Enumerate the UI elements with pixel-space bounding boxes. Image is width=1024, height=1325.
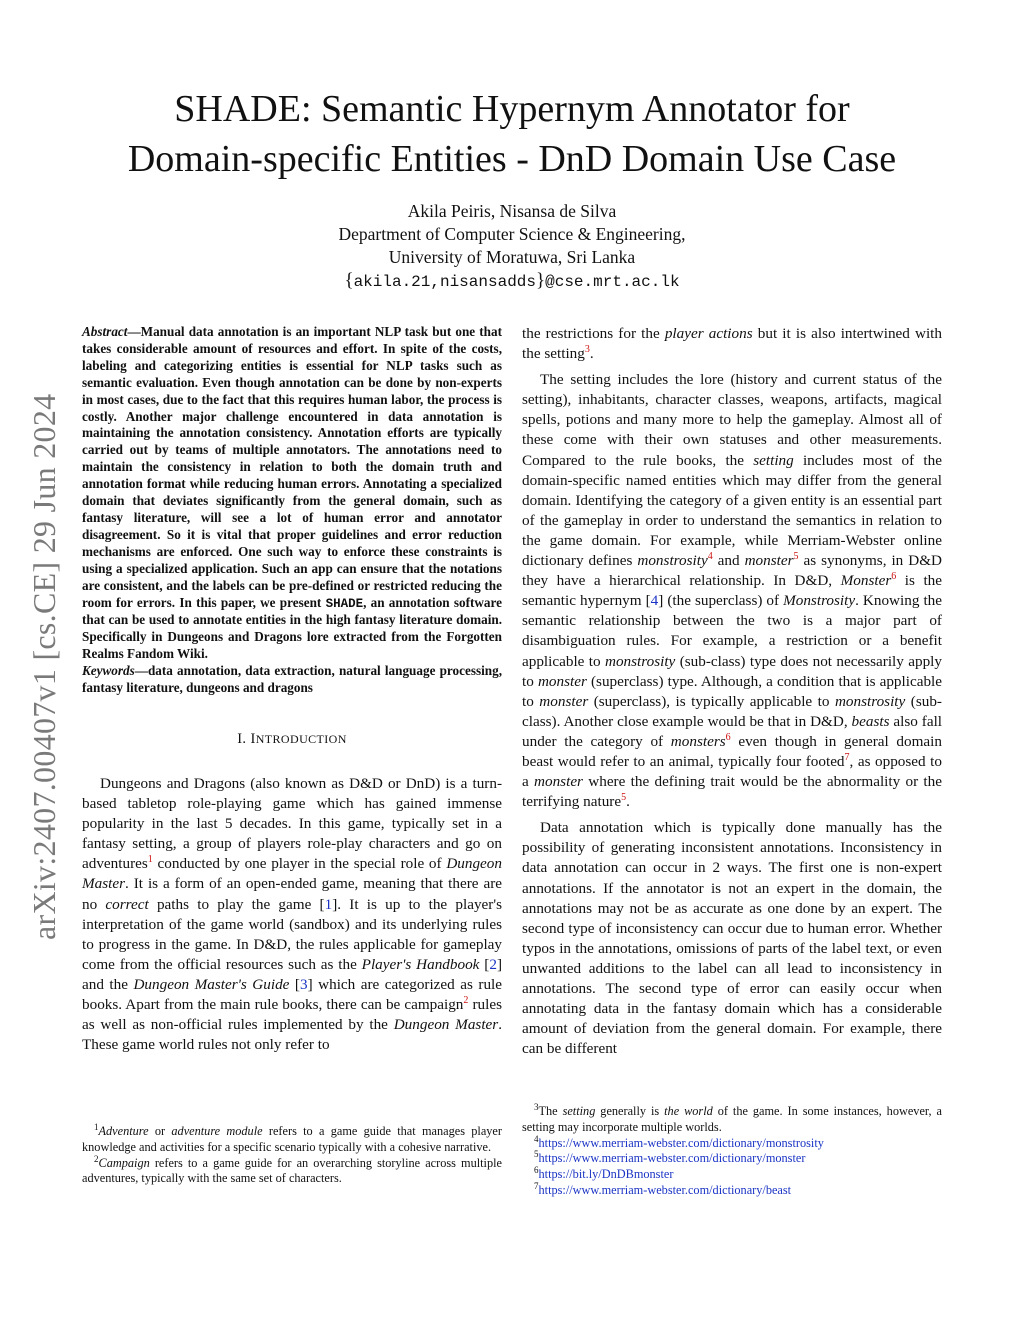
intro-paragraph-continued: the restrictions for the player actions but it is also intertwined with the setting$^3$.	[522, 325, 943, 363]
intro-paragraph-3: Data annotation which is typically done manually has the possibility of generating inconsistent annotations. Inconsistency in data annotation can occur in 2 ways. The first one is non-expert annotations. If the annotator is not an expert in the domain, the annotations may not be as accurate as one done by an expert. The second type of inconsistency can occur due to human error. Whether typos in the annotations, omissions of parts of the label text, or even unwanted additions to the label can all lead to inconsistency in annotations. The second type of error can easily occur when annotating data in the fantasy domain which has a considerable amount of deviation from the general domain. For example, there can be different	[522, 819, 942, 1058]
keywords: Keywords—data annotation, data extraction, natural language processing, fantasy literature, dungeons and dragons	[82, 663, 502, 696]
abstract: Abstract—Manual data annotation is an important NLP task but one that takes considerable amount of resources and effort. In spite of the costs, labeling and categorizing entities is essential for NLP tasks such as semantic evaluation. Even though annotation can be done by non-experts in most cases, due to the fact that this requires human labor, the process is costly. Another major challenge encountered in data annotation is maintaining the annotation consistency. Annotation efforts are typically carried out by teams of multiple annotators. The annotations need to maintain the consistency in relation to both the domain truth and annotation format while reducing human errors. Annotating a specialized domain that deviates significantly from the general domain, such as fantasy literature, will see a lot of human error and annotator disagreement. So it is vital that proper guidelines and error reduction mechanisms are enforced. One such way to enforce these constraints is using a specialized application. Such an app can ensure that the notations are consistent, and the labels can be pre-defined or restricted reducing the room for errors. In this paper, we present SHADE, an annotation software that can be used to annotate entities in the high fantasy literature domain. Specifically in Dungeons and Dragons lore extracted from the Forgotten Realms Fandom Wiki.	[82, 324, 502, 662]
author-email: {akila.21,nisansadds}@cse.mrt.ac.lk	[344, 270, 680, 291]
author-block	[180, 200, 844, 294]
tool-name: SHADE	[325, 596, 364, 611]
citation-4[interactable]: 4	[650, 592, 659, 610]
footnotes-right	[522, 1104, 942, 1199]
author-department: Department of Computer Science & Engineering,	[338, 224, 686, 244]
footnote-1: $^1$Adventure or adventure module refers to a game guide that manages player knowledge and activities for a specific scenario typically with a cohesive narrative.	[82, 1122, 502, 1154]
section-heading-introduction: I. INTRODUCTION	[237, 730, 347, 747]
footnote-3: $^3$The setting generally is the world of the game. In some instances, however, a setting may incorporate multiple worlds.	[522, 1102, 942, 1134]
footnote-5-link[interactable]: $^5$https://www.merriam-webster.com/dictionary/monster	[534, 1149, 806, 1166]
footnote-6-link[interactable]: $^6$https://bit.ly/DnDBmonster	[534, 1165, 674, 1182]
footnote-ref-5b[interactable]: 5	[621, 792, 627, 804]
footnote-ref-6b[interactable]: 6	[725, 731, 731, 743]
footnote-ref-7[interactable]: 7	[844, 751, 850, 763]
author-university: University of Moratuwa, Sri Lanka	[388, 247, 636, 267]
footnote-ref-6[interactable]: 6	[891, 571, 897, 583]
footnote-ref-3[interactable]: 3	[584, 344, 590, 356]
arxiv-stamp: arXiv:2407.00407v1 [cs.CE] 29 Jun 2024	[26, 393, 62, 940]
intro-paragraph-1: Dungeons and Dragons (also known as D&D or DnD) is a turn-based tabletop role-playing game which has gained immense popularity in the last 5 decades. In this game, typically set in a fantasy setting, a group of players role-play characters and go on adventures$^1$ conducted by one player in the special role of Dungeon Master. It is a form of an open-ended game, meaning that there are no correct paths to play the game [1]. It is up to the player's interpretation of the game world (sandbox) and its underlying rules to progress in the game. In D&D, the rules applicable for gameplay come from the official resources such as the Player's Handbook [2] and the Dungeon Master's Guide [3] which are categorized as rule books. Apart from the main rule books, there can be campaign$^2$ rules as well as non-official rules implemented by the Dungeon Master. These game world rules not only refer to	[82, 774, 503, 1054]
footnote-ref-4[interactable]: 4	[707, 551, 713, 563]
footnote-ref-2[interactable]: 2	[463, 994, 469, 1006]
author-names: Akila Peiris, Nisansa de Silva	[407, 201, 617, 221]
paper-title	[80, 84, 944, 184]
footnote-7-link[interactable]: $^7$https://www.merriam-webster.com/dictionary/beast	[534, 1180, 792, 1197]
citation-3[interactable]: 3	[300, 975, 308, 993]
intro-paragraph-2: The setting includes the lore (history and current status of the setting), inhabitants, character classes, weapons, artifacts, magical spells, potions and many more to help the gameplay. Almost all of these come with their own statuses and other measurements. Compared to the rule books, the setting includes most of the domain-specific named entities which may differ from the general domain. Identifying the category of a given entity is an essential part of the gameplay in order to understand the semantics in relation to the game domain. For example, while Merriam-Webster online dictionary defines monstrosity$^4$ and monster$^5$ as synonyms, in D&D they have a hierarchical relationship. In D&D, Monster$^6$ is the semantic hypernym [4] (the superclass) of Monstrosity. Knowing the semantic relationship between the two is a major part of disambiguation rules. For example, a restriction or a benefit applicable to monstrosity (sub-class) type does not necessarily apply to monster (superclass) type. Although, a condition that is applicable to monster (superclass), is typically applicable to monstrosity (sub-class). Another close example would be that in D&D, beasts also fall under the category of monsters$^6$ even though in general domain beast would refer to an animal, typically four footed$^7$, as opposed to a monster where the defining trait would be the abnormality or the terrifying nature$^5$.	[522, 371, 943, 811]
footnotes-left	[82, 1124, 502, 1187]
citation-1[interactable]: 1	[324, 895, 333, 913]
citation-2[interactable]: 2	[489, 955, 497, 973]
footnote-ref-1[interactable]: 1	[147, 854, 153, 866]
footnote-ref-5[interactable]: 5	[793, 551, 799, 563]
footnote-4-link[interactable]: $^4$https://www.merriam-webster.com/dictionary/monstrosity	[534, 1133, 824, 1150]
left-column	[82, 324, 502, 1055]
title-line-1: SHADE: Semantic Hypernym Annotator for	[174, 88, 850, 130]
footnote-2: $^2$Campaign refers to a game guide for an overarching storyline across multiple adventures, typically with the same set of characters.	[82, 1153, 502, 1186]
title-line-2: Domain-specific Entities - DnD Domain Use Case	[127, 138, 897, 180]
right-column	[522, 324, 942, 1059]
